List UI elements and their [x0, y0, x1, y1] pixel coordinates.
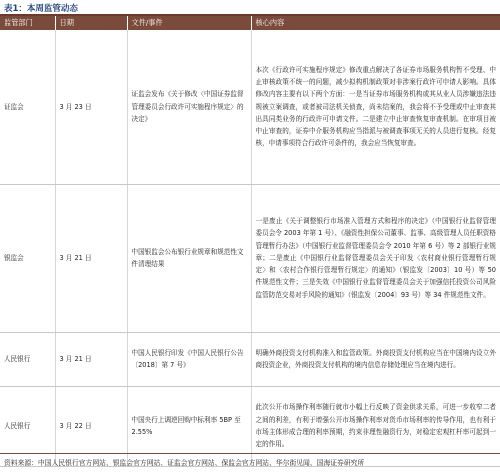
row-doc: 中国央行上调逆回购中标利率 5BP 至 2.55%	[127, 386, 251, 466]
table-row	[0, 30, 500, 184]
table-header-row	[0, 16, 500, 30]
row-date: 3 月 21 日	[55, 184, 127, 332]
table-row	[0, 332, 500, 386]
row-dept: 人民银行	[0, 386, 55, 466]
row-content: 此次公开市场操作利率随行就市小幅上行反映了资金供求关系，可进一步收窄二者之间的利差，有利于增强公开市场操作利率对货币市场利率的传导作用，也有利于市场主体形成合理的利率预期，约束非理性融资行为，对稳定宏观杠杆率可起到一定的作用。	[251, 386, 500, 466]
header-dept: 监管部门	[0, 16, 55, 30]
row-date: 3 月 22 日	[55, 386, 127, 466]
row-doc: 中国银监会公布银行业规章和规范性文件清理结果	[127, 184, 251, 332]
row-dept: 人民银行	[0, 332, 55, 386]
footer-rule	[0, 453, 500, 454]
table-row	[0, 184, 500, 332]
row-content: 一是废止《关于调整银行市场准入管理方式和程序的决定》（中国银行业监督管理委员会令 2003 年第 1 号）、《融资性担保公司董事、监事、高级管理人员任职资格管理暂行办法》（中国银行业监督管理委员会令 2010 年第 6 号）等 2 部银行业规章；二是废止《中国银行业监督管理委员会关于印发〈农村商业银行管理暂行规定〉和〈农村合作银行管理暂行规定〉的通知》（银监发〔2003〕10 号）等 50 件规范性文件；三是失效《中国银行业监督管理委员会关于加强信托投资公司风险监管防范交易对手风险的通知》（银监发〔2004〕93 号）等 34 件规范性文件。	[251, 184, 500, 332]
table-row	[0, 386, 500, 466]
source-note: 资料来源：中国人民银行官方网站、银监会官方网站、证监会官方网站、保监会官方网站、华尔街见闻、国海证券研究所	[4, 459, 365, 467]
row-dept: 银监会	[0, 184, 55, 332]
row-content: 明确外商投资支付机构准入和监管政策。外商投资支付机构应当在中国境内设立外商投资企业，外商投资支付机构的境内信息存储处理应当在境内进行。	[251, 332, 500, 386]
row-content: 本次《行政许可实施程序规定》修改重点解决了各证券市场服务机构暂不受理、中止审核政策不统一的问题，减少拟构机制政策对非涉案行政许可申请人影响。具体修改内容主要有以下两个方面：一是当证券市场服务机构或其从业人员涉嫌违法违规被立案调查，或者被司法机关侦查，尚未结案的，我会将不予受理或中止审查其出具同类业务的行政许可申请文件。二是建立中止审查恢复审查机制。在审项目被中止审查的，证券中介服务机构应当指派与被调查事项无关的人员进行复核。经复核，申请事项符合行政许可条件的，我会应当恢复审查。	[251, 30, 500, 184]
row-date: 3 月 21 日	[55, 332, 127, 386]
header-doc: 文件/事件	[127, 16, 251, 30]
row-dept: 证监会	[0, 30, 55, 184]
row-doc: 证监会发布《关于修改〈中国证券监督管理委员会行政许可实施程序规定〉的决定》	[127, 30, 251, 184]
row-doc: 中国人民银行印发《中国人民银行公告〔2018〕第 7 号》	[127, 332, 251, 386]
row-date: 3 月 23 日	[55, 30, 127, 184]
header-date: 日期	[55, 16, 127, 30]
regulatory-table	[0, 16, 500, 467]
header-content: 核心内容	[251, 16, 500, 30]
table-title: 表1：本周监管动态	[4, 4, 78, 14]
